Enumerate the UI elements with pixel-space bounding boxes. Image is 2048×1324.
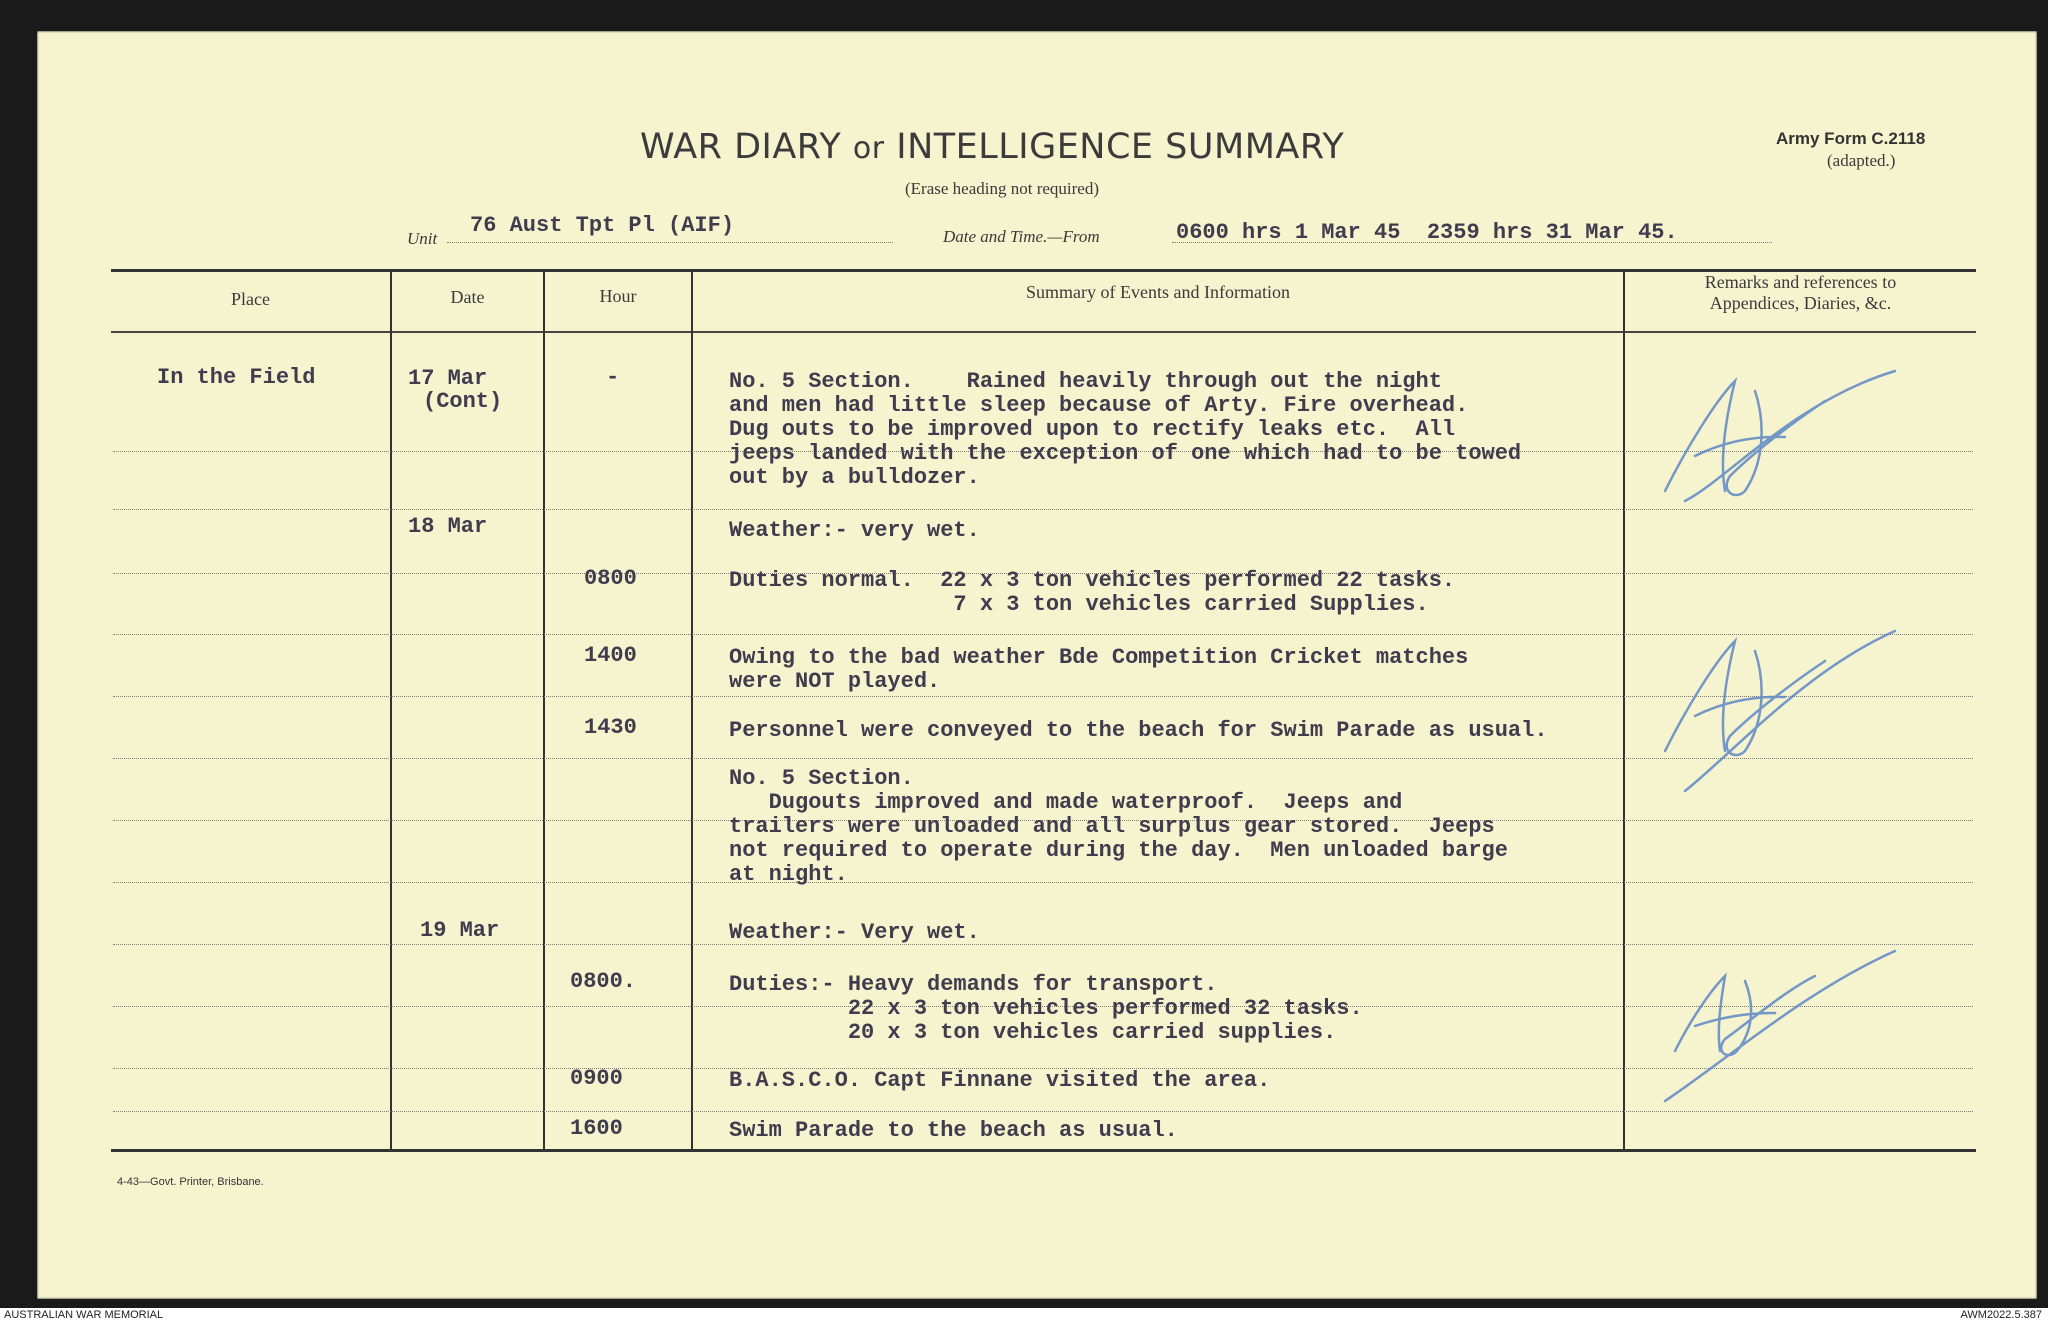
- date-entry: 17 Mar: [408, 366, 488, 391]
- title-intelligence-summary: INTELLIGENCE SUMMARY: [896, 127, 1345, 167]
- form-adapted: (adapted.): [1827, 151, 1896, 170]
- hour-entry: 0900: [570, 1066, 623, 1091]
- archive-reference: AWM2022.5.387: [1960, 1309, 2042, 1321]
- summary-line: No. 5 Section. Rained heavily through out the night: [729, 369, 1442, 394]
- col-divider-date: [543, 269, 545, 1151]
- summary-line: jeeps landed with the exception of one which had to be towed: [729, 441, 1522, 466]
- summary-line: Swim Parade to the beach as usual.: [729, 1118, 1178, 1143]
- summary-line: 7 x 3 ton vehicles carried Supplies.: [729, 592, 1429, 617]
- summary-line: and men had little sleep because of Arty. Fire overhead.: [729, 393, 1469, 418]
- signature-initials-2: [1625, 601, 1915, 811]
- unit-label: Unit: [407, 229, 438, 248]
- title-or: or: [852, 131, 885, 166]
- date-entry-cont: (Cont): [423, 389, 503, 414]
- title-war-diary: WAR DIARY: [640, 127, 842, 167]
- date-entry: 18 Mar: [408, 514, 488, 539]
- hour-entry: 0800: [584, 566, 637, 591]
- unit-value: 76 Aust Tpt Pl (AIF): [470, 213, 735, 238]
- summary-line: out by a bulldozer.: [729, 465, 980, 490]
- form-number: Army Form C.2118: [1776, 129, 1926, 148]
- summary-line: 22 x 3 ton vehicles performed 32 tasks.: [729, 996, 1363, 1021]
- summary-line: 20 x 3 ton vehicles carried supplies.: [729, 1020, 1337, 1045]
- col-header-date: Date: [450, 287, 485, 307]
- col-header-summary: Summary of Events and Information: [1026, 282, 1290, 302]
- printer-imprint: 4-43—Govt. Printer, Brisbane.: [117, 1176, 264, 1188]
- signature-initials-1: [1625, 341, 1915, 551]
- summary-line: Duties:- Heavy demands for transport.: [729, 972, 1218, 997]
- hour-entry: 0800.: [570, 969, 637, 994]
- diary-page: [37, 31, 2037, 1299]
- ruled-line: [113, 882, 1973, 883]
- date-underline: [1172, 242, 1772, 243]
- summary-line: Weather:- Very wet.: [729, 920, 980, 945]
- date-time-label: Date and Time.—From: [943, 227, 1100, 246]
- col-header-hour: Hour: [599, 286, 637, 306]
- col-header-place: Place: [231, 289, 270, 309]
- col-header-remarks-2: Appendices, Diaries, &c.: [1709, 293, 1892, 313]
- summary-line: B.A.S.C.O. Capt Finnane visited the area.: [729, 1068, 1271, 1093]
- unit-underline: [447, 242, 893, 243]
- hour-entry: 1430: [584, 715, 637, 740]
- page-title: [640, 127, 1344, 167]
- col-divider-place: [390, 269, 392, 1151]
- summary-line: not required to operate during the day. Men unloaded barge: [729, 838, 1508, 863]
- summary-line: Dug outs to be improved upon to rectify leaks etc. All: [729, 417, 1456, 442]
- date-entry: 19 Mar: [420, 918, 500, 943]
- col-header-remarks-1: Remarks and references to: [1704, 272, 1897, 292]
- signature-initials-3: [1625, 921, 1915, 1121]
- summary-line: Weather:- very wet.: [729, 518, 980, 543]
- hour-entry: 1600: [570, 1116, 623, 1141]
- summary-line: trailers were unloaded and all surplus gear stored. Jeeps: [729, 814, 1495, 839]
- date-time-value: 0600 hrs 1 Mar 45 2359 hrs 31 Mar 45.: [1176, 220, 1678, 245]
- summary-line: Owing to the bad weather Bde Competition Cricket matches: [729, 645, 1469, 670]
- archive-name: AUSTRALIAN WAR MEMORIAL: [4, 1309, 164, 1321]
- summary-line: Dugouts improved and made waterproof. Jeeps and: [729, 790, 1403, 815]
- summary-line: Personnel were conveyed to the beach for Swim Parade as usual.: [729, 718, 1548, 743]
- summary-line: at night.: [729, 862, 848, 887]
- erase-note: (Erase heading not required): [905, 179, 1099, 198]
- summary-line: were NOT played.: [729, 669, 941, 694]
- hour-entry: -: [606, 365, 620, 390]
- place-entry: In the Field: [157, 365, 316, 390]
- col-divider-hour: [691, 269, 693, 1151]
- archive-footer: [0, 1308, 2048, 1324]
- hour-entry: 1400: [584, 643, 637, 668]
- summary-line: No. 5 Section.: [729, 766, 914, 791]
- summary-line: Duties normal. 22 x 3 ton vehicles performed 22 tasks.: [729, 568, 1456, 593]
